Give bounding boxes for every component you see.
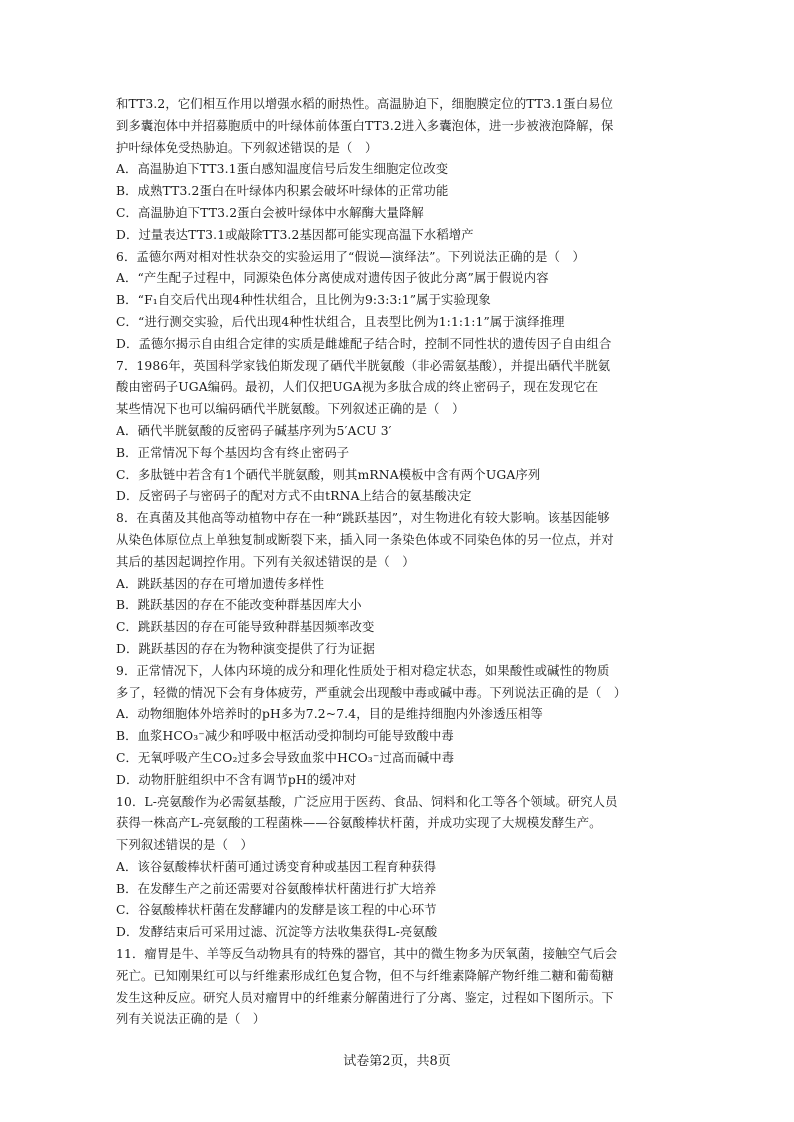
option-line: B．血浆HCO₃⁻减少和呼吸中枢活动受抑制均可能导致酸中毒 [116, 729, 454, 744]
text-line: 从染色体原位点上单独复制或断裂下来，插入同一条染色体或不同染色体的另一位点，并对 [116, 532, 614, 547]
text-line: 列有关说法正确的是（ ） [116, 1012, 266, 1027]
option-line: D．跳跃基因的存在为物种演变提供了行为证据 [116, 641, 375, 656]
option-line: A．高温胁迫下TT3.1蛋白感知温度信号后发生细胞定位改变 [116, 162, 449, 177]
option-line: C．多肽链中若含有1个硒代半胱氨酸，则其mRNA模板中含有两个UGA序列 [116, 467, 541, 482]
option-line: B．正常情况下每个基因均含有终止密码子 [116, 445, 350, 460]
option-line: B．成熟TT3.2蛋白在叶绿体内积累会破坏叶绿体的正常功能 [116, 184, 449, 199]
text-line: 下列叙述错误的是（ ） [116, 838, 253, 853]
text-line: 死亡。已知刚果红可以与纤维素形成红色复合物，但不与纤维素降解产物纤维二糖和葡萄糖 [116, 968, 614, 983]
option-line: C．跳跃基因的存在可能导致种群基因频率改变 [116, 620, 375, 635]
text-line: 多了，轻微的情况下会有身体疲劳，严重就会出现酸中毒或碱中毒。下列说法正确的是（ ） [116, 685, 627, 700]
page-footer: 试卷第2页，共8页 [343, 1054, 451, 1069]
option-line: C．“进行测交实验，后代出现4种性状组合，且表型比例为1:1:1:1”属于演绎推理 [116, 314, 565, 329]
question-9-stem: 9．正常情况下，人体内环境的成分和理化性质处于相对稳定状态，如果酸性或碱性的物质 [116, 663, 610, 678]
question-text-block [116, 94, 680, 1031]
option-line: C．无氧呼吸产生CO₂过多会导致血浆中HCO₃⁻过高而碱中毒 [116, 750, 455, 765]
text-line: 其后的基因起调控作用。下列有关叙述错误的是（ ） [116, 554, 415, 569]
question-6-stem: 6．孟德尔两对相对性状杂交的实验运用了“假说—演绎法”。下列说法正确的是（ ） [116, 249, 585, 264]
question-7-stem: 7．1986年，英国科学家钱伯斯发现了硒代半胱氨酸（非必需氨基酸），并提出硒代半胱氨 [116, 358, 611, 373]
option-line: D．动物肝脏组织中不含有调节pH的缓冲对 [116, 772, 357, 787]
text-line: 获得一株高产L-亮氨酸的工程菌株——谷氨酸棒状杆菌，并成功实现了大规模发酵生产。 [116, 816, 602, 831]
option-line: A．“产生配子过程中，同源染色体分离使成对遗传因子彼此分离”属于假说内容 [116, 271, 549, 286]
option-line: D．过量表达TT3.1或敲除TT3.2基因都可能实现高温下水稻增产 [116, 227, 474, 242]
option-line: A．跳跃基因的存在可增加遗传多样性 [116, 576, 325, 591]
option-line: A．硒代半胱氨酸的反密码子碱基序列为5′ACU 3′ [116, 423, 392, 438]
option-line: C．高温胁迫下TT3.2蛋白会被叶绿体中水解酶大量降解 [116, 205, 424, 220]
text-line: 到多囊泡体中并招募胞质中的叶绿体前体蛋白TT3.2进入多囊泡体，进一步被液泡降解，保 [116, 118, 614, 133]
text-line: 和TT3.2，它们相互作用以增强水稻的耐热性。高温胁迫下，细胞膜定位的TT3.1蛋白易位 [116, 97, 614, 111]
option-line: D．反密码子与密码子的配对方式不由tRNA上结合的氨基酸决定 [116, 489, 472, 504]
option-line: C．谷氨酸棒状杆菌在发酵罐内的发酵是该工程的中心环节 [116, 903, 437, 918]
option-line: B．跳跃基因的存在不能改变种群基因库大小 [116, 598, 362, 613]
option-line: A．动物细胞体外培养时的pH多为7.2~7.4，目的是维持细胞内外渗透压相等 [116, 707, 543, 722]
text-line: 护叶绿体免受热胁迫。下列叙述错误的是（ ） [116, 140, 378, 155]
option-line: B．在发酵生产之前还需要对谷氨酸棒状杆菌进行扩大培养 [116, 881, 437, 896]
question-8-stem: 8．在真菌及其他高等动植物中存在一种“跳跃基因”，对生物进化有较大影响。该基因能够 [116, 511, 610, 526]
option-line: A．该谷氨酸棒状杆菌可通过诱变育种或基因工程育种获得 [116, 859, 437, 874]
option-line: B．“F₁自交后代出现4种性状组合，且比例为9:3:3:1”属于实验现象 [116, 293, 491, 308]
question-11-stem: 11．瘤胃是牛、羊等反刍动物具有的特殊的器官，其中的微生物多为厌氧菌，接触空气后会 [116, 947, 618, 962]
text-line: 某些情况下也可以编码硒代半胱氨酸。下列叙述正确的是（ ） [116, 402, 465, 417]
question-10-stem: 10．L-亮氨酸作为必需氨基酸，广泛应用于医药、食品、饲料和化工等各个领域。研究人员 [116, 794, 618, 809]
option-line: D．孟德尔揭示自由组合定律的实质是雌雄配子结合时，控制不同性状的遗传因子自由组合 [116, 336, 612, 351]
text-line: 酸由密码子UGA编码。最初，人们仅把UGA视为多肽合成的终止密码子，现在发现它在 [116, 380, 599, 395]
text-line: 发生这种反应。研究人员对瘤胃中的纤维素分解菌进行了分离、鉴定，过程如下图所示。下 [116, 990, 614, 1005]
option-line: D．发酵结束后可采用过滤、沉淀等方法收集获得L-亮氨酸 [116, 925, 438, 940]
